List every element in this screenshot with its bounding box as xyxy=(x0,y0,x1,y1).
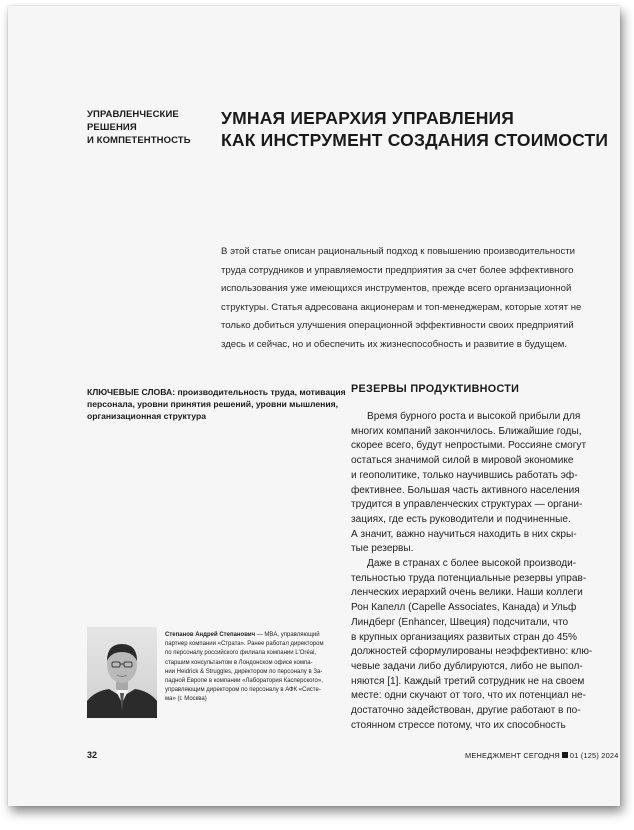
author-bio-text: управляющим директором по персоналу в АФК «Систе- xyxy=(165,687,321,694)
article-title-line: УМНАЯ ИЕРАРХИЯ УПРАВЛЕНИЯ xyxy=(221,108,515,128)
article-line: многих компаний закончилось. Ближайшие годы, xyxy=(351,425,582,437)
magazine-page xyxy=(8,6,620,806)
article-title xyxy=(221,107,609,151)
author-bio-text: нии Heidrick & Struggles, директором по персоналу в За- xyxy=(165,668,323,675)
author-bio-line xyxy=(165,686,335,695)
author-bio-text: по персоналу российского филиала компании L'Oréal, xyxy=(165,650,317,657)
lead-line: В этой статье описан рациональный подход к повышению производительности xyxy=(221,246,575,257)
section-label-line: УПРАВЛЕНЧЕСКИЕ xyxy=(87,109,179,120)
issue-number: 01 (125) 2024 xyxy=(569,751,619,760)
journal-footer xyxy=(465,751,619,760)
article-line: чевые задачи либо дублируются, либо не выпол- xyxy=(351,660,583,672)
author-bio-line xyxy=(165,677,335,686)
author-bio-line xyxy=(165,668,335,677)
article-line: месте: одни скучают от того, что их потенциал не- xyxy=(351,690,587,702)
keywords-block xyxy=(87,386,346,422)
author-portrait-image xyxy=(87,627,157,718)
article-line: Даже в странах с более высокой производи- xyxy=(367,558,577,570)
author-bio-line xyxy=(165,631,335,640)
article-title-line: КАК ИНСТРУМЕНТ СОЗДАНИЯ СТОИМОСТИ xyxy=(221,130,609,150)
article-line: тельностью труда потенциальные резервы управ- xyxy=(351,572,587,584)
article-line: скорее всего, будут непростыми. Россияне смогут xyxy=(351,440,587,452)
keywords-line: персонала, уровни принятия решений, уровни мышления, xyxy=(87,399,339,409)
author-bio-text: — MBA, управляющий xyxy=(255,632,320,638)
lead-line: только добиться улучшения операционной эффективности своих предприятий xyxy=(221,320,574,331)
page-number: 32 xyxy=(87,750,98,760)
article-line: остаться значимой силой в мировой экономике xyxy=(351,455,574,467)
keywords-line: КЛЮЧЕВЫЕ СЛОВА: производительность труда, мотивация xyxy=(87,387,346,397)
lead-line: здесь и сейчас, но и обеспечить их жизнеспособность и развитие в будущем. xyxy=(221,338,568,350)
article-body xyxy=(351,410,601,733)
section-label-line: РЕШЕНИЯ xyxy=(87,122,137,133)
lead-line: структуры. Статья адресована акционерам и топ-менеджерам, которые хотят не xyxy=(221,301,582,313)
author-bio-text: партнер компании «Страта». Ранее работал директором xyxy=(165,641,324,648)
section-label xyxy=(87,108,217,147)
article-line: стоянном стрессе потому, что их способность xyxy=(351,719,566,731)
author-bio xyxy=(165,631,335,705)
author-bio-text: падной Европе в компании «Лаборатория Касперского», xyxy=(165,678,323,685)
article-lead xyxy=(221,243,611,354)
journal-name: МЕНЕДЖМЕНТ СЕГОДНЯ xyxy=(465,751,560,760)
article-line: должностей сформулированы неэффективно: клю- xyxy=(351,646,593,658)
author-bio-line xyxy=(165,659,335,668)
author-name: Степанов Андрей Степанович xyxy=(165,632,256,638)
section-heading: РЕЗЕРВЫ ПРОДУКТИВНОСТИ xyxy=(351,383,520,395)
article-line: фективнее. Большая часть активного населения xyxy=(351,484,580,496)
section-label-line: И КОМПЕТЕНТНОСТЬ xyxy=(87,135,191,146)
lead-line: труда сотрудников и управляемости предприятия за счет более эффективного xyxy=(221,264,574,276)
article-line: няются [1]. Каждый третий сотрудник не на своем xyxy=(351,675,585,687)
article-line: зациях, где есть руководители и подчиненные. xyxy=(351,513,571,525)
lead-line: использования уже имеющихся инструментов, прежде всего организационной xyxy=(221,283,572,294)
article-line: Рон Капелл (Capelle Associates, Канада) и Ульф xyxy=(351,602,577,614)
article-line: ленческих иерархий очень велики. Наши коллеги xyxy=(351,587,583,599)
article-line: достаточно задействован, другие работают в по- xyxy=(351,705,581,717)
article-line: А значит, важно научиться находить в них скры- xyxy=(351,528,577,540)
author-bio-line xyxy=(165,649,335,658)
article-line: в крупных организациях развитых стран до 45% xyxy=(351,631,578,643)
article-line: и геополитике, только научившись работать эф- xyxy=(351,469,578,481)
article-line: Линдберг (Enhancer, Швеция) подсчитали, что xyxy=(351,616,569,628)
article-line: трудится в управленческих структурах — органи- xyxy=(351,499,583,511)
author-bio-line xyxy=(165,640,335,649)
author-bio-text: старшим консультантом в Лондонском офисе компа- xyxy=(165,659,313,666)
article-line: Время бурного роста и высокой прибыли для xyxy=(367,411,581,422)
article-line: тые резервы. xyxy=(351,543,414,555)
author-bio-text: ма» (г. Москва) xyxy=(165,696,207,703)
square-separator-icon xyxy=(562,752,568,758)
author-photo xyxy=(87,627,157,718)
author-bio-line xyxy=(165,695,335,704)
keywords-line: организационная структура xyxy=(87,411,206,421)
